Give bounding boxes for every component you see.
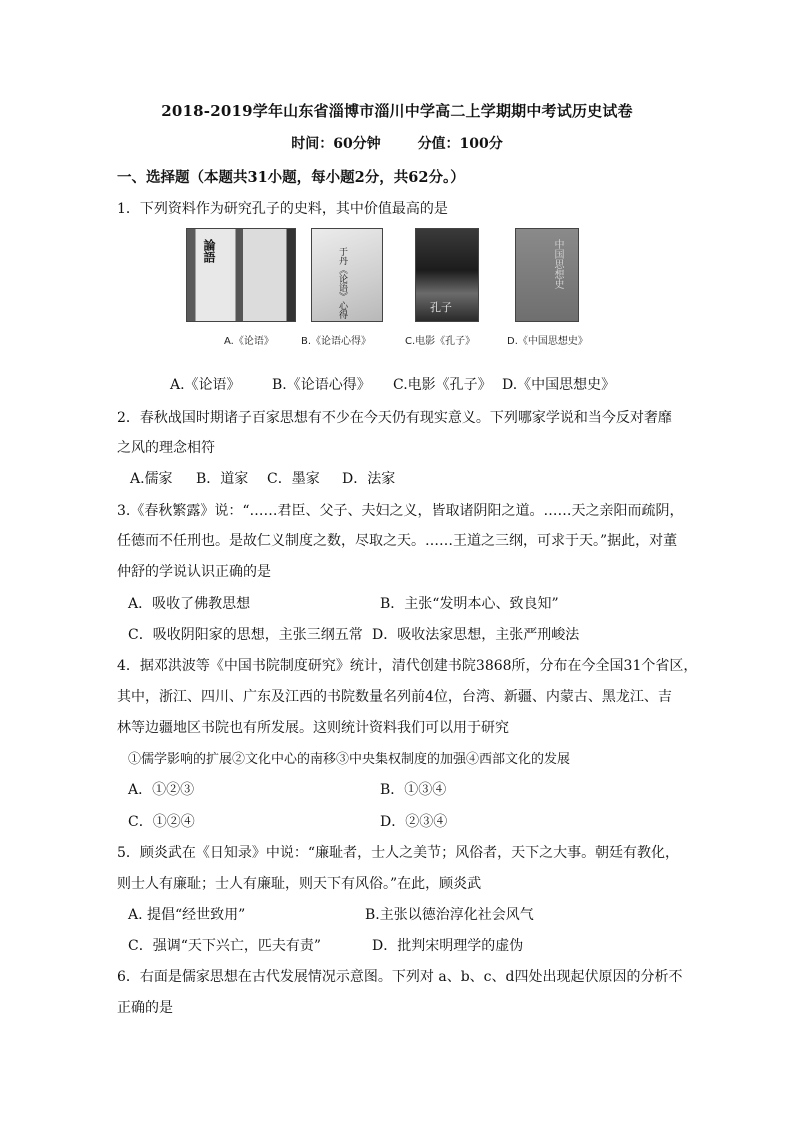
figure-sixiangshi xyxy=(507,228,588,347)
film-poster-text: 孔子 xyxy=(430,301,452,314)
lunyu-xinde-book-image xyxy=(311,228,383,322)
q3-option-d: D．吸收法家思想，主张严刑峻法 xyxy=(372,627,580,643)
q2-option-b: B．道家 xyxy=(196,471,249,487)
q6-line-1: 6．右面是儒家思想在古代发展情况示意图。下列对 a、b、c、d四处出现起伏原因的分析不 xyxy=(117,969,683,985)
q4-line-2: 其中，浙江、四川、广东及江西的书院数量名列前4位，台湾、新疆、内蒙古、黑龙江、吉 xyxy=(117,689,672,705)
q1-option-c: C.电影《孔子》 xyxy=(393,377,492,393)
q4-option-a: A．①②③ xyxy=(128,782,195,798)
figure-caption-a: A.《论语》 xyxy=(224,336,274,347)
q5-option-b: B.主张以德治淳化社会风气 xyxy=(365,907,534,923)
q1-figures xyxy=(178,228,618,353)
q1-option-b: B.《论语心得》 xyxy=(272,377,371,393)
q2-line-1: 2．春秋战国时期诸子百家思想有不少在今天仍有现实意义。下列哪家学说和当今反对奢靡 xyxy=(117,410,672,426)
q2-option-a: A.儒家 xyxy=(130,471,173,487)
q3-line-1: 3.《春秋繁露》说：“……君臣、父子、夫妇之义，皆取诸阴阳之道。……天之亲阳而疏阴， xyxy=(117,503,684,519)
figure-lunyu-xinde xyxy=(301,228,383,347)
q4-line-1: 4．据邓洪波等《中国书院制度研究》统计，清代创建书院3868所，分布在今全国31个省区， xyxy=(117,658,698,674)
figure-caption-d: D.《中国思想史》 xyxy=(507,336,588,347)
q6-line-2: 正确的是 xyxy=(117,1000,173,1016)
section-heading: 一、选择题（本题共31小题，每小题2分，共62分。） xyxy=(117,169,465,186)
q4-sub-items: ①儒学影响的扩展②文化中心的南移③中央集权制度的加强④西部文化的发展 xyxy=(128,752,571,767)
lunyu-cover-text: 論語 xyxy=(202,239,216,263)
sixiangshi-cover-text: 中国思想史 xyxy=(552,239,563,289)
q3-option-c: C．吸收阴阳家的思想，主张三纲五常 xyxy=(128,627,363,643)
figure-film-kongzi xyxy=(405,228,479,347)
sixiangshi-book-image xyxy=(515,228,579,322)
q5-line-1: 5．顾炎武在《日知录》中说：“廉耻者，士人之美节；风俗者，天下之大事。朝廷有教化， xyxy=(117,845,680,861)
q1-option-d: D.《中国思想史》 xyxy=(502,377,616,393)
q3-option-b: B．主张“发明本心、致良知” xyxy=(380,596,559,612)
exam-title: 2018-2019学年山东省淄博市淄川中学高二上学期期中考试历史试卷 xyxy=(161,102,633,120)
q5-option-a: A. 提倡“经世致用” xyxy=(128,907,246,923)
figure-caption-b: B.《论语心得》 xyxy=(301,336,372,347)
q1-option-a: A.《论语》 xyxy=(170,377,241,393)
lunyu-xinde-cover-text: 于丹《论语》心得 xyxy=(337,247,347,319)
q2-line-2: 之风的理念相符 xyxy=(117,440,215,456)
q4-option-c: C．①②④ xyxy=(128,814,195,830)
figure-lunyu xyxy=(186,228,296,347)
q3-option-a: A．吸收了佛教思想 xyxy=(128,596,251,612)
q5-line-2: 则士人有廉耻；士人有廉耻，则天下有风俗。”在此，顾炎武 xyxy=(117,876,482,892)
q1-stem: 1．下列资料作为研究孔子的史料，其中价值最高的是 xyxy=(117,201,448,217)
exam-subtitle xyxy=(0,133,794,153)
q2-option-c: C．墨家 xyxy=(267,471,320,487)
q4-option-d: D．②③④ xyxy=(380,814,448,830)
q4-option-b: B．①③④ xyxy=(380,782,447,798)
q2-option-d: D．法家 xyxy=(342,471,396,487)
figure-caption-c: C.电影《孔子》 xyxy=(405,336,476,347)
exam-time: 时间：60分钟 xyxy=(291,136,381,152)
exam-score: 分值：100分 xyxy=(417,136,503,152)
q5-option-c: C．强调“天下兴亡，匹夫有责” xyxy=(128,938,322,954)
q4-line-3: 林等边疆地区书院也有所发展。这则统计资料我们可以用于研究 xyxy=(117,720,509,736)
lunyu-book-image xyxy=(186,228,296,322)
q3-line-3: 仲舒的学说认识正确的是 xyxy=(117,564,271,580)
film-poster-image xyxy=(415,228,479,322)
q3-line-2: 任德而不任刑也。是故仁义制度之数，尽取之天。……王道之三纲，可求于天。”据此，对董 xyxy=(117,533,678,549)
q5-option-d: D．批判宋明理学的虚伪 xyxy=(372,938,524,954)
